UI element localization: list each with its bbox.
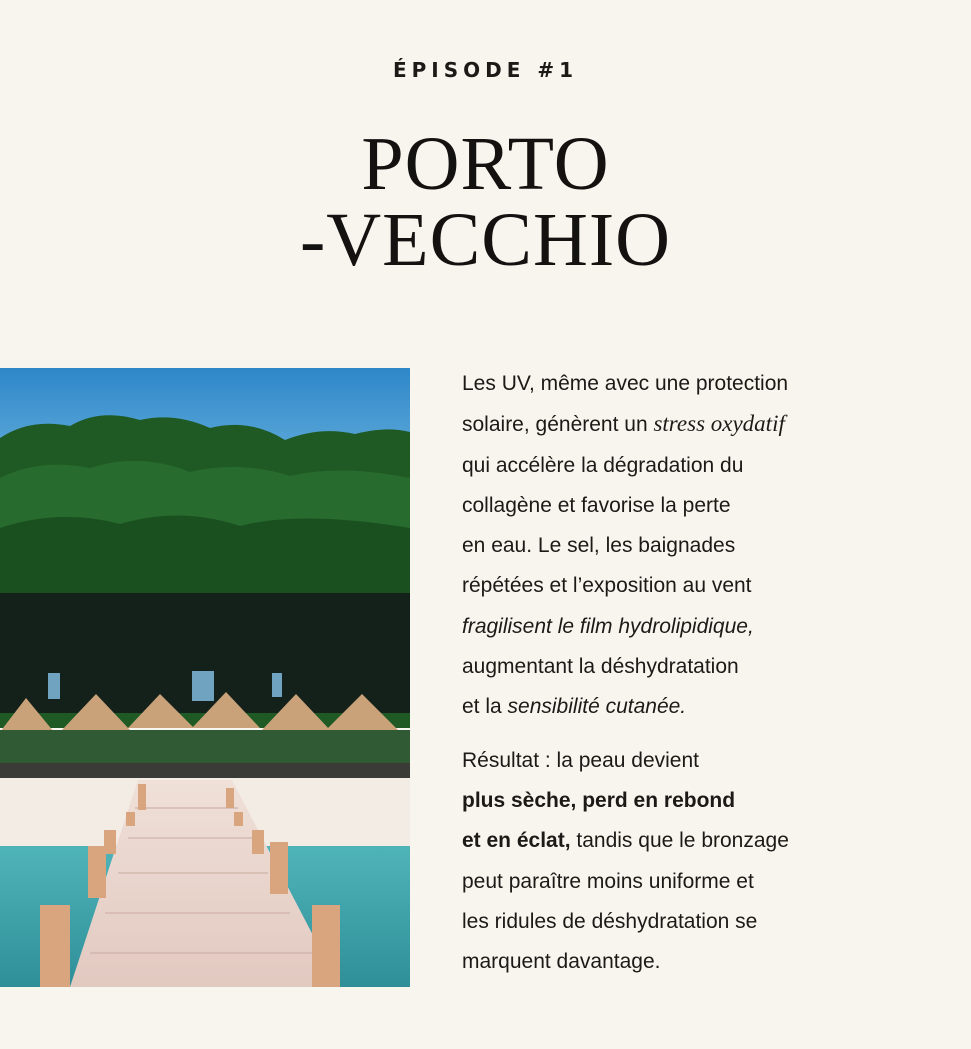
emphasis-stress-oxydatif: stress oxydatif xyxy=(653,411,785,437)
paragraph-2 xyxy=(462,741,932,983)
text-line: qui accélère la dégradation du xyxy=(462,453,744,477)
emphasis-film-hydrolipidique: fragilisent le film hydrolipidique, xyxy=(462,614,754,638)
text-segment: tandis que le bronzage xyxy=(570,829,789,853)
emphasis-sensibilite: sensibilité cutanée. xyxy=(507,695,687,719)
text-line xyxy=(462,404,932,445)
text-line: répétées et l’exposition au vent xyxy=(462,574,752,598)
text-line xyxy=(462,687,932,727)
text-line: en eau. Le sel, les baignades xyxy=(462,534,736,558)
text-line: Les UV, même avec une protection xyxy=(462,372,789,395)
text-line: collagène et favorise la perte xyxy=(462,493,731,517)
page-title xyxy=(0,122,971,282)
title-line-1: PORTO xyxy=(361,122,610,206)
paragraph-1 xyxy=(462,364,932,728)
text-line: les ridules de déshydratation se xyxy=(462,909,758,933)
bold-text-segment: et en éclat, xyxy=(462,829,571,853)
text-line: peut paraître moins uniforme et xyxy=(462,869,754,893)
text-segment: et la xyxy=(462,695,508,719)
beach-pier-photo xyxy=(0,368,410,987)
text-line: marquent davantage. xyxy=(462,950,661,974)
title-line-2: -VECCHIO xyxy=(299,198,672,282)
article-body xyxy=(462,364,932,982)
text-line: Résultat : la peau devient xyxy=(462,748,699,772)
text-segment: solaire, génèrent un xyxy=(462,413,654,437)
bold-text-line: plus sèche, perd en rebond xyxy=(462,788,736,812)
text-line xyxy=(462,821,932,861)
text-line: augmentant la déshydratation xyxy=(462,655,739,679)
episode-label: ÉPISODE #1 xyxy=(392,58,579,82)
